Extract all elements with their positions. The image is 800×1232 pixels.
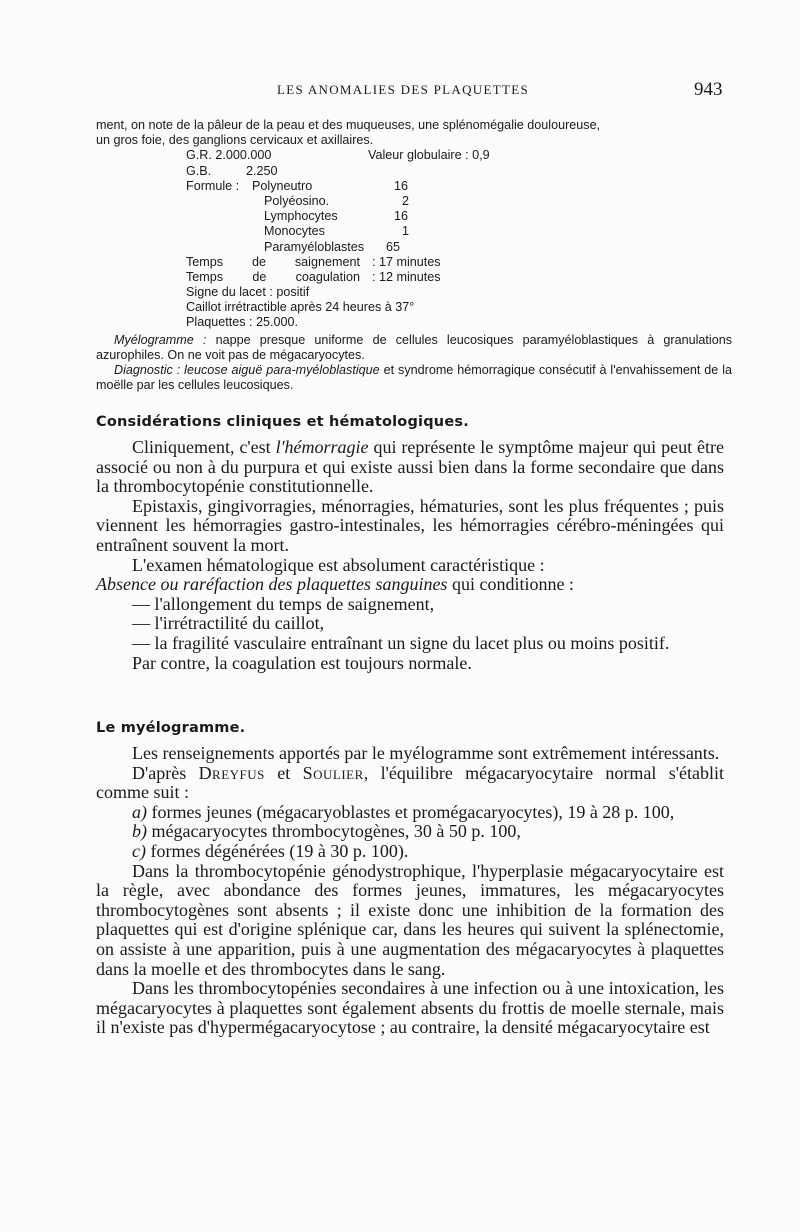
myelo-paragraph-2: D'après Dreyfus et Soulier, l'équilibre mégacaryocytaire normal s'établit comme suit : xyxy=(96,762,724,803)
formula-name: Polyéosino. xyxy=(264,193,330,208)
diagnostic-italic: leucose aiguë para-myéloblastique xyxy=(184,363,380,378)
author-soulier: Soulier xyxy=(302,762,364,783)
signe-lacet-row xyxy=(96,285,732,300)
formula-name: Paramyéloblastes xyxy=(264,239,365,254)
hemorragie-emphasis: l'hémorragie xyxy=(275,437,369,457)
dash-item: — la fragilité vasculaire entraînant un signe du lacet plus ou moins positif. xyxy=(132,632,670,653)
clinical-paragraph-4: Absence ou raréfaction des plaquettes sanguines qui conditionne : xyxy=(96,574,574,595)
lab-row-gb xyxy=(96,164,732,179)
formula-row-3 xyxy=(96,224,732,239)
clinical-paragraph-1: Cliniquement, c'est l'hémorragie qui représente le symptôme majeur qui peut être associé ou non à du purpura et qui existe aussi bien dans la forme secondaire que dans la thrombocytopénie constitutionnelle. xyxy=(96,437,725,497)
formula-row-0 xyxy=(96,179,732,194)
test-value: : 17 minutes xyxy=(372,254,441,269)
section-title-clinical: Considérations cliniques et hématologiques. xyxy=(96,414,469,430)
list-marker: b) xyxy=(132,821,147,842)
valeur-globulaire: Valeur globulaire : 0,9 xyxy=(368,148,490,163)
page-number: 943 xyxy=(694,79,723,100)
absence-emphasis: Absence ou raréfaction des plaquettes sanguines xyxy=(96,574,448,595)
section-myelogramme-body xyxy=(96,744,724,1038)
dash-item: — l'allongement du temps de saignement, xyxy=(132,593,435,614)
gb-label: G.B. xyxy=(186,163,212,178)
formula-value: 16 xyxy=(394,178,409,193)
test-row-saignement xyxy=(96,255,732,270)
list-item: b) mégacaryocytes thrombocytogènes, 30 à 50 p. 100, xyxy=(132,821,521,842)
case-intro-line-2: un gros foie, des ganglions cervicaux et axillaires. xyxy=(96,133,374,148)
gb-value: 2.250 xyxy=(246,163,278,178)
section-title-myelogramme: Le myélogramme. xyxy=(96,720,246,736)
list-marker: a) xyxy=(132,801,147,822)
test-label: Temps de coagulation xyxy=(186,269,360,284)
formula-value: 2 xyxy=(402,193,410,208)
formula-row-1 xyxy=(96,194,732,209)
formula-row-4 xyxy=(96,240,732,255)
test-value: : 12 minutes xyxy=(372,269,441,284)
formule-label: Formule : xyxy=(186,178,240,193)
formula-value: 16 xyxy=(394,209,409,224)
running-title: LES ANOMALIES DES PLAQUETTES xyxy=(277,82,529,97)
plaquettes-row xyxy=(96,315,732,330)
lab-row-gr xyxy=(96,148,732,163)
clinical-paragraph-5: Par contre, la coagulation est toujours normale. xyxy=(132,652,472,673)
list-item: a) formes jeunes (mégacaryoblastes et promégacaryocytes), 19 à 28 p. 100, xyxy=(132,801,675,822)
formula-value: 65 xyxy=(386,239,401,254)
case-intro-line-1: ment, on note de la pâleur de la peau et des muqueuses, une splénomégalie douloureuse, xyxy=(96,118,601,132)
formula-name: Polyneutro xyxy=(252,178,313,193)
case-report xyxy=(96,118,732,393)
dash-item: — l'irrétractilité du caillot, xyxy=(132,613,325,634)
formula-name: Monocytes xyxy=(264,224,325,239)
caillot-row xyxy=(96,300,732,315)
myelogramme-label: Myélogramme : xyxy=(114,332,207,347)
list-marker: c) xyxy=(132,840,146,861)
myelo-paragraph-4: Dans les thrombocytopénies secondaires à une infection ou à une intoxication, les mégacaryocytes à plaquettes sont également absents du frottis de moelle sternale, mais il n'existe pas d'hypermégacaryocytose ; au contraire, la densité mégacaryocytaire est xyxy=(96,978,724,1038)
author-dreyfus: Dreyfus xyxy=(198,762,265,783)
diagnostic-paragraph xyxy=(96,363,732,393)
formula-value: 1 xyxy=(402,224,410,239)
test-label: Temps de saignement xyxy=(186,254,360,269)
diagnostic-label: Diagnostic : xyxy=(114,363,181,378)
formula-row-2 xyxy=(96,209,732,224)
page-header xyxy=(0,79,800,102)
myelo-paragraph-1: Les renseignements apportés par le myélogramme sont extrêmement intéressants. xyxy=(132,743,720,763)
myelogramme-text: nappe presque uniforme de cellules leucosiques paramyéloblastiques à granulations azurophiles. On ne voit pas de mégacaryocytes. xyxy=(96,332,732,362)
diagnostic-text: et syndrome hémorragique consécutif à l'envahissement de la moëlle par les cellules leucosiques. xyxy=(96,363,732,393)
gr-value: G.R. 2.000.000 xyxy=(186,148,272,163)
signe-lacet: Signe du lacet : positif xyxy=(186,285,310,300)
clinical-paragraph-2: Epistaxis, gingivorragies, ménorragies, hématuries, sont les plus fréquentes ; puis viennent les hémorragies gastro-intestinales, les hémorragies cérébro-méningées qui entraînent souvent la mort. xyxy=(96,495,724,555)
myelo-paragraph-3: Dans la thrombocytopénie génodystrophique, l'hyperplasie mégacaryocytaire est la règle, avec abondance des formes jeunes, immatures, les mégacaryocytes thrombocytogènes sont absents ; il existe donc une inhibition de la formation des plaquettes qui est d'origine splénique car, dans les heures qui suivent la splénectomie, on assiste à une apparition, puis à une augmentation des mégacaryocytes à plaquettes dans la moelle et des thrombocytes dans le sang. xyxy=(96,860,724,979)
caillot: Caillot irrétractible après 24 heures à 37° xyxy=(186,300,415,315)
section-clinical-body xyxy=(96,438,724,673)
formula-name: Lymphocytes xyxy=(264,209,338,224)
plaquettes: Plaquettes : 25.000. xyxy=(186,315,299,330)
myelogramme-paragraph xyxy=(96,333,732,363)
test-row-coagulation xyxy=(96,270,732,285)
clinical-paragraph-3: L'examen hématologique est absolument caractéristique : xyxy=(132,554,545,575)
list-item: c) formes dégénérées (19 à 30 p. 100). xyxy=(132,840,409,861)
